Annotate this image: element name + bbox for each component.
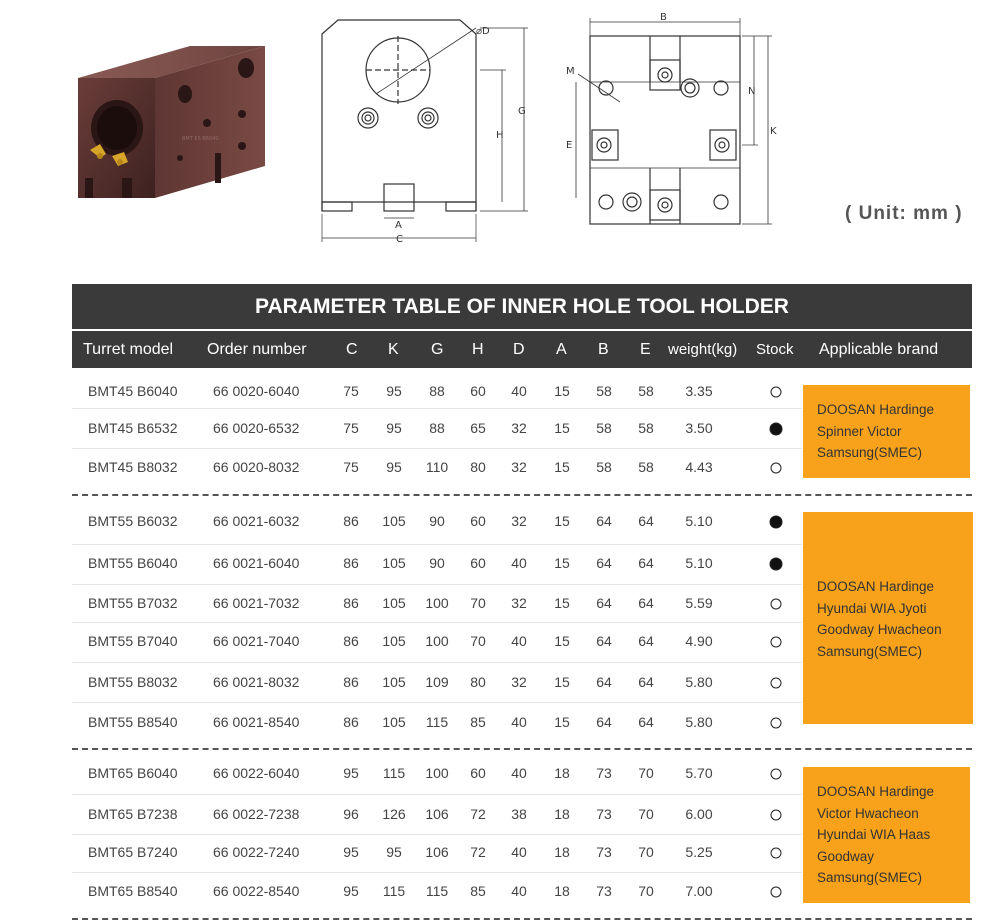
header-k: K [388, 341, 399, 358]
d-cell: 32 [511, 420, 527, 436]
stock-filled-indicator [770, 558, 783, 571]
stock-empty-indicator [771, 887, 782, 898]
order-number-cell: 66 0022-6040 [213, 765, 300, 781]
a-cell: 15 [554, 674, 570, 690]
weight-cell: 5.59 [685, 595, 713, 611]
turret-model-cell: BMT55 B6032 [88, 513, 178, 529]
b-cell: 64 [596, 714, 612, 730]
g-cell: 106 [425, 806, 449, 822]
header-order-number: Order number [207, 341, 307, 358]
k-cell: 105 [382, 674, 406, 690]
turret-model-cell: BMT45 B6532 [88, 420, 178, 436]
e-cell: 64 [638, 633, 654, 649]
order-number-cell: 66 0021-8540 [213, 714, 300, 730]
weight-cell: 6.00 [685, 806, 713, 822]
k-cell: 105 [382, 595, 406, 611]
turret-model-cell: BMT55 B8032 [88, 674, 178, 690]
brand-line: Spinner Victor [817, 423, 902, 439]
label-c: C [396, 234, 403, 245]
a-cell: 15 [554, 513, 570, 529]
c-cell: 95 [343, 883, 359, 899]
header-applicable-brand: Applicable brand [819, 341, 939, 358]
stock-empty-indicator [771, 848, 782, 859]
b-cell: 73 [596, 765, 612, 781]
row-separator [72, 622, 802, 623]
label-h: H [496, 130, 504, 141]
k-cell: 95 [386, 459, 402, 475]
c-cell: 75 [343, 459, 359, 475]
a-cell: 15 [554, 633, 570, 649]
h-cell: 60 [470, 513, 486, 529]
stock-empty-indicator [771, 810, 782, 821]
b-cell: 73 [596, 806, 612, 822]
g-cell: 115 [425, 883, 449, 899]
group-separator [72, 494, 972, 496]
brand-box [803, 767, 970, 903]
c-cell: 75 [343, 420, 359, 436]
brand-line: DOOSAN Hardinge [817, 402, 935, 417]
a-cell: 15 [554, 714, 570, 730]
d-cell: 40 [511, 383, 527, 399]
d-cell: 32 [511, 674, 527, 690]
d-cell: 40 [511, 633, 527, 649]
table-title: PARAMETER TABLE OF INNER HOLE TOOL HOLDER [72, 284, 972, 329]
brand-box [803, 385, 970, 478]
brand-line: Samsung(SMEC) [817, 445, 923, 460]
order-number-cell: 66 0022-7240 [213, 844, 300, 860]
e-cell: 64 [638, 513, 654, 529]
tool-holder-photo [70, 28, 280, 213]
g-cell: 115 [425, 714, 449, 730]
group-separator [72, 918, 972, 920]
order-number-cell: 66 0021-8032 [213, 674, 300, 690]
k-cell: 105 [382, 513, 406, 529]
stock-empty-indicator [771, 599, 782, 610]
k-cell: 105 [382, 714, 406, 730]
h-cell: 72 [470, 806, 486, 822]
g-cell: 88 [429, 420, 445, 436]
turret-model-cell: BMT55 B7032 [88, 595, 178, 611]
d-cell: 32 [511, 459, 527, 475]
g-cell: 88 [429, 383, 445, 399]
e-cell: 58 [638, 420, 654, 436]
g-cell: 110 [425, 459, 449, 475]
a-cell: 15 [554, 459, 570, 475]
weight-cell: 5.80 [685, 674, 713, 690]
h-cell: 85 [470, 883, 486, 899]
header-b: B [598, 341, 609, 358]
label-k: K [770, 126, 777, 137]
front-view-diagram [316, 14, 536, 248]
order-number-cell: 66 0021-6040 [213, 555, 300, 571]
g-cell: 109 [425, 674, 449, 690]
e-cell: 64 [638, 714, 654, 730]
order-number-cell: 66 0020-8032 [213, 459, 300, 475]
header-g: G [431, 341, 444, 358]
turret-model-cell: BMT65 B6040 [88, 765, 178, 781]
header-c: C [346, 341, 358, 358]
header-turret-model: Turret model [83, 341, 174, 358]
c-cell: 86 [343, 513, 359, 529]
stock-empty-indicator [771, 463, 782, 474]
header-e: E [640, 341, 651, 358]
b-cell: 64 [596, 595, 612, 611]
weight-cell: 5.10 [685, 555, 713, 571]
e-cell: 70 [638, 844, 654, 860]
row-separator [72, 834, 802, 835]
table-header [72, 331, 972, 368]
header-stock: Stock [756, 341, 794, 358]
d-cell: 40 [511, 555, 527, 571]
g-cell: 100 [425, 765, 449, 781]
a-cell: 15 [554, 555, 570, 571]
weight-cell: 3.35 [685, 383, 713, 399]
d-cell: 40 [511, 714, 527, 730]
top-view-diagram [562, 8, 782, 228]
h-cell: 85 [470, 714, 486, 730]
c-cell: 86 [343, 595, 359, 611]
h-cell: 72 [470, 844, 486, 860]
k-cell: 95 [386, 844, 402, 860]
turret-model-cell: BMT65 B7238 [88, 806, 178, 822]
header-weight: weight(kg) [668, 341, 738, 358]
h-cell: 65 [470, 420, 486, 436]
k-cell: 95 [386, 383, 402, 399]
order-number-cell: 66 0021-7040 [213, 633, 300, 649]
weight-cell: 4.43 [685, 459, 713, 475]
row-separator [72, 544, 802, 545]
c-cell: 86 [343, 674, 359, 690]
brand-line: DOOSAN Hardinge [817, 579, 935, 594]
b-cell: 64 [596, 674, 612, 690]
g-cell: 100 [425, 633, 449, 649]
stock-empty-indicator [771, 769, 782, 780]
e-cell: 64 [638, 555, 654, 571]
turret-model-cell: BMT55 B7040 [88, 633, 178, 649]
b-cell: 73 [596, 844, 612, 860]
brand-box [803, 512, 973, 724]
e-cell: 58 [638, 383, 654, 399]
h-cell: 70 [470, 595, 486, 611]
weight-cell: 4.90 [685, 633, 713, 649]
row-separator [72, 794, 802, 795]
e-cell: 70 [638, 806, 654, 822]
header-h: H [472, 341, 484, 358]
e-cell: 70 [638, 765, 654, 781]
brand-line: Hyundai WIA Jyoti [817, 600, 927, 616]
k-cell: 126 [382, 806, 406, 822]
k-cell: 115 [382, 883, 406, 899]
d-cell: 32 [511, 595, 527, 611]
stock-empty-indicator [771, 678, 782, 689]
header-d: D [513, 341, 525, 358]
h-cell: 60 [470, 765, 486, 781]
label-g: G [518, 106, 526, 117]
brand-line: DOOSAN Hardinge [817, 784, 935, 799]
k-cell: 115 [382, 765, 406, 781]
h-cell: 60 [470, 555, 486, 571]
g-cell: 100 [425, 595, 449, 611]
order-number-cell: 66 0020-6532 [213, 420, 300, 436]
label-e: E [566, 140, 573, 151]
weight-cell: 3.50 [685, 420, 713, 436]
h-cell: 80 [470, 459, 486, 475]
brand-line: Samsung(SMEC) [817, 870, 923, 885]
e-cell: 64 [638, 595, 654, 611]
label-d: ⌀D [476, 26, 490, 37]
a-cell: 15 [554, 383, 570, 399]
g-cell: 106 [425, 844, 449, 860]
label-n: N [748, 86, 756, 97]
e-cell: 58 [638, 459, 654, 475]
order-number-cell: 66 0022-8540 [213, 883, 300, 899]
weight-cell: 5.80 [685, 714, 713, 730]
b-cell: 64 [596, 513, 612, 529]
order-number-cell: 66 0020-6040 [213, 383, 300, 399]
a-cell: 18 [554, 844, 570, 860]
row-separator [72, 448, 802, 449]
a-cell: 15 [554, 595, 570, 611]
k-cell: 95 [386, 420, 402, 436]
stock-filled-indicator [770, 423, 783, 436]
row-separator [72, 584, 802, 585]
stock-filled-indicator [770, 516, 783, 529]
h-cell: 80 [470, 674, 486, 690]
c-cell: 96 [343, 806, 359, 822]
turret-model-cell: BMT65 B8540 [88, 883, 178, 899]
row-separator [72, 702, 802, 703]
stock-empty-indicator [771, 637, 782, 648]
g-cell: 90 [429, 513, 445, 529]
label-m: M [566, 66, 575, 77]
brand-line: Hyundai WIA Haas [817, 827, 931, 842]
b-cell: 58 [596, 459, 612, 475]
brand-line: Victor Hwacheon [817, 805, 919, 821]
unit-note: ( Unit: mm ) [845, 203, 963, 224]
order-number-cell: 66 0021-7032 [213, 595, 300, 611]
k-cell: 105 [382, 555, 406, 571]
b-cell: 64 [596, 633, 612, 649]
turret-model-cell: BMT45 B8032 [88, 459, 178, 475]
order-number-cell: 66 0022-7238 [213, 806, 300, 822]
row-separator [72, 872, 802, 873]
turret-model-cell: BMT45 B6040 [88, 383, 178, 399]
h-cell: 60 [470, 383, 486, 399]
b-cell: 73 [596, 883, 612, 899]
stock-empty-indicator [771, 387, 782, 398]
turret-model-cell: BMT55 B8540 [88, 714, 178, 730]
c-cell: 86 [343, 633, 359, 649]
d-cell: 32 [511, 513, 527, 529]
a-cell: 15 [554, 420, 570, 436]
row-separator [72, 662, 802, 663]
d-cell: 38 [511, 806, 527, 822]
c-cell: 75 [343, 383, 359, 399]
weight-cell: 5.25 [685, 844, 713, 860]
label-a: A [395, 220, 402, 231]
g-cell: 90 [429, 555, 445, 571]
brand-line: Goodway [817, 848, 875, 864]
d-cell: 40 [511, 844, 527, 860]
e-cell: 64 [638, 674, 654, 690]
a-cell: 18 [554, 765, 570, 781]
turret-model-cell: BMT65 B7240 [88, 844, 178, 860]
stock-empty-indicator [771, 718, 782, 729]
c-cell: 95 [343, 844, 359, 860]
weight-cell: 7.00 [685, 883, 713, 899]
group-separator [72, 748, 972, 750]
a-cell: 18 [554, 806, 570, 822]
c-cell: 86 [343, 714, 359, 730]
b-cell: 58 [596, 420, 612, 436]
a-cell: 18 [554, 883, 570, 899]
row-separator [72, 408, 802, 409]
k-cell: 105 [382, 633, 406, 649]
brand-line: Goodway Hwacheon [817, 622, 942, 637]
b-cell: 58 [596, 383, 612, 399]
weight-cell: 5.10 [685, 513, 713, 529]
h-cell: 70 [470, 633, 486, 649]
turret-model-cell: BMT55 B6040 [88, 555, 178, 571]
d-cell: 40 [511, 883, 527, 899]
label-b: B [660, 12, 667, 23]
order-number-cell: 66 0021-6032 [213, 513, 300, 529]
svg-text:BMT 65 B6040: BMT 65 B6040 [182, 136, 219, 142]
e-cell: 70 [638, 883, 654, 899]
b-cell: 64 [596, 555, 612, 571]
c-cell: 86 [343, 555, 359, 571]
weight-cell: 5.70 [685, 765, 713, 781]
header-a: A [556, 341, 567, 358]
c-cell: 95 [343, 765, 359, 781]
d-cell: 40 [511, 765, 527, 781]
brand-line: Samsung(SMEC) [817, 643, 923, 659]
